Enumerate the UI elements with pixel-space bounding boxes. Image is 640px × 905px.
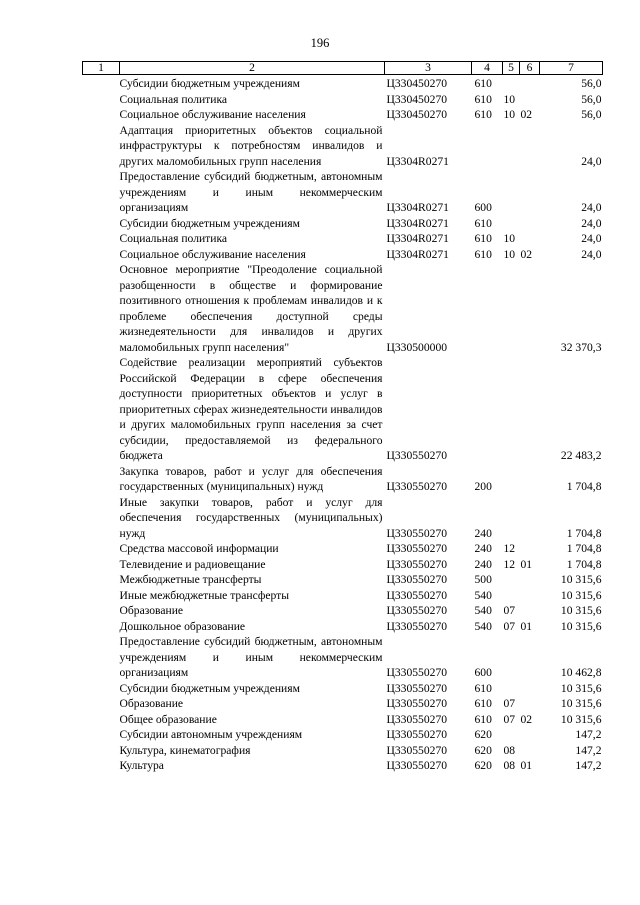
row-expense-type-cell: 600 <box>474 201 492 214</box>
row-name-cell: Субсидии автономным учреждениям <box>119 728 303 741</box>
row-code-cell: Ц330550270 <box>386 728 448 741</box>
row-subsection-cell: 02 <box>520 712 533 726</box>
row-section-cell <box>503 169 520 216</box>
table-row <box>83 464 603 495</box>
row-code-cell: Ц3304R0271 <box>386 247 449 261</box>
header-col-6: 6 <box>520 62 540 75</box>
row-number-cell <box>83 619 120 635</box>
budget-table-container <box>82 61 602 774</box>
row-expense-type-cell: 610 <box>474 247 492 261</box>
row-section-cell: 10 <box>503 247 516 261</box>
row-name-cell: Адаптация приоритетных объектов социальной инфраструктуры к потребностям инвалидов и других маломобильных групп населения <box>119 123 383 168</box>
row-subsection-cell: 01 <box>520 557 533 571</box>
row-code-cell: Ц330450270 <box>386 77 448 90</box>
row-name-cell: Иные закупки товаров, работ и услуг для обеспечения государственных (муниципальных) нужд <box>119 495 383 540</box>
row-amount-cell: 24,0 <box>581 154 602 168</box>
row-subsection-cell <box>520 355 540 464</box>
row-amount-cell: 56,0 <box>581 108 602 121</box>
row-expense-type-cell: 610 <box>474 712 492 726</box>
table-row <box>83 541 603 557</box>
row-expense-type-cell: 620 <box>474 743 492 757</box>
row-code-cell: Ц330550270 <box>386 743 448 757</box>
row-section-cell <box>503 681 520 697</box>
table-row <box>83 495 603 542</box>
row-amount-cell: 22 483,2 <box>560 449 602 462</box>
table-row <box>83 603 603 619</box>
row-subsection-cell <box>520 572 540 588</box>
row-name-cell: Межбюджетные трансферты <box>119 573 262 586</box>
row-name-cell: Образование <box>119 697 184 710</box>
row-subsection-cell: 02 <box>520 108 533 121</box>
row-expense-type-cell: 610 <box>474 92 492 106</box>
row-number-cell <box>83 495 120 542</box>
table-row <box>83 169 603 216</box>
table-row <box>83 216 603 232</box>
table-row <box>83 758 603 774</box>
row-section-cell: 07 <box>503 619 516 633</box>
row-subsection-cell <box>520 743 540 759</box>
row-subsection-cell <box>520 681 540 697</box>
row-code-cell: Ц330550270 <box>386 588 448 602</box>
table-row <box>83 572 603 588</box>
row-amount-cell: 10 315,6 <box>560 604 602 617</box>
row-expense-type-cell: 610 <box>474 77 492 90</box>
row-subsection-cell <box>520 634 540 681</box>
row-name-cell: Общее образование <box>119 712 217 726</box>
row-name-cell: Телевидение и радиовещание <box>119 557 266 571</box>
table-row <box>83 743 603 759</box>
row-section-cell <box>503 727 520 743</box>
row-code-cell: Ц330550270 <box>386 712 448 726</box>
row-code-cell: Ц330550270 <box>386 573 448 586</box>
row-expense-type-cell: 540 <box>474 604 492 617</box>
row-number-cell <box>83 247 120 263</box>
row-number-cell <box>83 231 120 247</box>
row-expense-type-cell: 620 <box>474 728 492 741</box>
row-code-cell: Ц330450270 <box>386 92 448 106</box>
table-row <box>83 557 603 573</box>
row-expense-type-cell: 600 <box>474 666 492 679</box>
row-number-cell <box>83 572 120 588</box>
table-row <box>83 681 603 697</box>
table-row <box>83 588 603 604</box>
row-code-cell: Ц330550270 <box>386 666 448 679</box>
row-subsection-cell <box>520 727 540 743</box>
row-expense-type-cell <box>472 123 503 170</box>
row-subsection-cell <box>520 75 540 92</box>
row-name-cell: Содействие реализации мероприятий субъектов Российской Федерации в сфере обеспечения доступности приоритетных объектов и услуг в приоритетных сферах жизнедеятельности инвалидов и других маломобильных групп населения за счет субсидии, предоставляемой из федерального бюджета <box>119 356 383 462</box>
row-name-cell: Предоставление субсидий бюджетным, автономным учреждениям и иным некоммерческим организациям <box>119 170 383 214</box>
row-name-cell: Основное мероприятие "Преодоление социальной разобщенности в обществе и формирование позитивного отношения к проблемам инвалидов и к проблеме обеспечения доступной среды жизнедеятельности для инвалидов и других маломобильных групп населения" <box>119 263 383 354</box>
row-subsection-cell <box>520 464 540 495</box>
row-expense-type-cell: 540 <box>474 588 492 602</box>
row-number-cell <box>83 75 120 92</box>
table-row <box>83 712 603 728</box>
row-section-cell: 08 <box>503 743 516 757</box>
row-name-cell: Средства массовой информации <box>119 542 279 555</box>
row-amount-cell: 24,0 <box>581 232 602 245</box>
row-name-cell: Социальная политика <box>119 92 228 106</box>
row-amount-cell: 1 704,8 <box>566 526 602 540</box>
row-section-cell: 10 <box>503 232 516 245</box>
row-code-cell: Ц3304R0271 <box>386 216 449 230</box>
row-section-cell <box>503 634 520 681</box>
row-amount-cell: 10 315,6 <box>560 697 602 710</box>
row-number-cell <box>83 603 120 619</box>
row-code-cell: Ц330550270 <box>386 759 448 772</box>
row-amount-cell: 147,2 <box>575 728 602 741</box>
row-number-cell <box>83 681 120 697</box>
row-subsection-cell <box>520 92 540 108</box>
table-row <box>83 231 603 247</box>
row-amount-cell: 56,0 <box>581 77 602 90</box>
row-code-cell: Ц330550270 <box>386 619 448 633</box>
row-amount-cell: 10 315,6 <box>560 681 602 695</box>
row-amount-cell: 1 704,8 <box>566 480 602 493</box>
row-amount-cell: 10 315,6 <box>560 573 602 586</box>
row-subsection-cell <box>520 603 540 619</box>
row-number-cell <box>83 541 120 557</box>
row-number-cell <box>83 169 120 216</box>
row-expense-type-cell <box>472 262 503 355</box>
header-col-1: 1 <box>83 62 120 75</box>
row-name-cell: Субсидии бюджетным учреждениям <box>119 216 300 230</box>
row-number-cell <box>83 464 120 495</box>
row-subsection-cell <box>520 169 540 216</box>
row-name-cell: Культура <box>119 759 164 772</box>
header-col-7: 7 <box>540 62 603 75</box>
row-name-cell: Образование <box>119 604 184 617</box>
table-row <box>83 696 603 712</box>
row-subsection-cell <box>520 495 540 542</box>
row-code-cell: Ц330550270 <box>386 480 448 493</box>
row-number-cell <box>83 727 120 743</box>
row-name-cell: Культура, кинематография <box>119 743 251 757</box>
row-number-cell <box>83 92 120 108</box>
row-name-cell: Субсидии бюджетным учреждениям <box>119 77 300 90</box>
table-row <box>83 634 603 681</box>
row-expense-type-cell: 540 <box>474 619 492 633</box>
row-number-cell <box>83 634 120 681</box>
header-col-2: 2 <box>120 62 385 75</box>
row-section-cell: 07 <box>503 697 516 710</box>
budget-table <box>82 61 603 774</box>
row-section-cell: 07 <box>503 604 516 617</box>
row-section-cell <box>503 262 520 355</box>
row-code-cell: Ц330550270 <box>386 697 448 710</box>
row-code-cell: Ц330550270 <box>386 681 448 695</box>
row-code-cell: Ц3304R0271 <box>386 201 449 214</box>
row-expense-type-cell: 240 <box>474 557 492 571</box>
row-section-cell <box>503 355 520 464</box>
table-row <box>83 355 603 464</box>
row-expense-type-cell <box>472 355 503 464</box>
row-code-cell: Ц330500000 <box>386 340 448 354</box>
table-row <box>83 262 603 355</box>
row-number-cell <box>83 355 120 464</box>
row-number-cell <box>83 696 120 712</box>
row-section-cell <box>503 572 520 588</box>
row-number-cell <box>83 123 120 170</box>
row-code-cell: Ц330550270 <box>386 449 448 462</box>
row-section-cell <box>503 464 520 495</box>
row-number-cell <box>83 557 120 573</box>
row-number-cell <box>83 262 120 355</box>
row-amount-cell: 32 370,3 <box>560 340 602 354</box>
header-col-4: 4 <box>472 62 503 75</box>
row-subsection-cell <box>520 541 540 557</box>
row-subsection-cell: 01 <box>520 619 533 633</box>
row-expense-type-cell: 240 <box>474 542 492 555</box>
row-amount-cell: 10 315,6 <box>560 588 602 602</box>
row-name-cell: Закупка товаров, работ и услуг для обеспечения государственных (муниципальных) нужд <box>119 464 383 493</box>
row-expense-type-cell: 610 <box>474 108 492 121</box>
row-expense-type-cell: 240 <box>474 526 492 540</box>
row-code-cell: Ц330550270 <box>386 526 448 540</box>
row-number-cell <box>83 588 120 604</box>
row-code-cell: Ц330550270 <box>386 557 448 571</box>
row-section-cell: 07 <box>503 712 516 726</box>
row-subsection-cell <box>520 123 540 170</box>
row-section-cell: 12 <box>503 557 516 571</box>
row-number-cell <box>83 758 120 774</box>
row-subsection-cell <box>520 696 540 712</box>
row-code-cell: Ц3304R0271 <box>386 154 449 168</box>
row-name-cell: Дошкольное образование <box>119 619 246 633</box>
row-name-cell: Социальное обслуживание населения <box>119 247 306 261</box>
row-name-cell: Социальное обслуживание населения <box>119 108 306 121</box>
row-amount-cell: 10 315,6 <box>560 712 602 726</box>
row-section-cell: 10 <box>503 108 516 121</box>
row-expense-type-cell: 610 <box>474 232 492 245</box>
row-section-cell <box>503 216 520 232</box>
row-code-cell: Ц330550270 <box>386 604 448 617</box>
row-code-cell: Ц3304R0271 <box>386 232 449 245</box>
table-row <box>83 92 603 108</box>
row-section-cell <box>503 75 520 92</box>
row-amount-cell: 1 704,8 <box>566 542 602 555</box>
table-row <box>83 619 603 635</box>
row-expense-type-cell: 620 <box>474 759 492 772</box>
row-expense-type-cell: 610 <box>474 216 492 230</box>
row-subsection-cell <box>520 216 540 232</box>
table-row <box>83 727 603 743</box>
row-section-cell: 12 <box>503 542 516 555</box>
row-amount-cell: 24,0 <box>581 216 602 230</box>
header-col-5: 5 <box>503 62 520 75</box>
row-section-cell <box>503 123 520 170</box>
header-col-3: 3 <box>385 62 472 75</box>
row-name-cell: Иные межбюджетные трансферты <box>119 588 290 602</box>
row-expense-type-cell: 200 <box>474 480 492 493</box>
table-row <box>83 75 603 92</box>
row-subsection-cell <box>520 588 540 604</box>
table-header <box>83 62 603 75</box>
row-section-cell <box>503 588 520 604</box>
table-body <box>83 75 603 774</box>
table-row <box>83 123 603 170</box>
header-row <box>83 62 603 75</box>
row-subsection-cell <box>520 262 540 355</box>
page-number: 196 <box>310 36 330 50</box>
row-number-cell <box>83 107 120 123</box>
table-row <box>83 107 603 123</box>
row-name-cell: Предоставление субсидий бюджетным, автономным учреждениям и иным некоммерческим организациям <box>119 635 383 679</box>
table-row <box>83 247 603 263</box>
row-subsection-cell: 01 <box>520 759 533 772</box>
row-amount-cell: 10 315,6 <box>560 619 602 633</box>
row-subsection-cell <box>520 231 540 247</box>
row-section-cell: 10 <box>503 92 516 106</box>
row-number-cell <box>83 712 120 728</box>
row-amount-cell: 1 704,8 <box>566 557 602 571</box>
row-subsection-cell: 02 <box>520 247 533 261</box>
row-section-cell: 08 <box>503 759 516 772</box>
row-amount-cell: 24,0 <box>581 201 602 214</box>
row-amount-cell: 24,0 <box>581 247 602 261</box>
row-name-cell: Субсидии бюджетным учреждениям <box>119 681 300 695</box>
row-amount-cell: 56,0 <box>581 92 602 106</box>
row-amount-cell: 147,2 <box>575 759 602 772</box>
row-expense-type-cell: 610 <box>474 681 492 695</box>
row-expense-type-cell: 500 <box>474 573 492 586</box>
row-name-cell: Социальная политика <box>119 232 228 245</box>
row-section-cell <box>503 495 520 542</box>
row-code-cell: Ц330550270 <box>386 542 448 555</box>
row-amount-cell: 147,2 <box>575 743 602 757</box>
row-amount-cell: 10 462,8 <box>560 666 602 679</box>
row-code-cell: Ц330450270 <box>386 108 448 121</box>
row-expense-type-cell: 610 <box>474 697 492 710</box>
row-number-cell <box>83 743 120 759</box>
row-number-cell <box>83 216 120 232</box>
